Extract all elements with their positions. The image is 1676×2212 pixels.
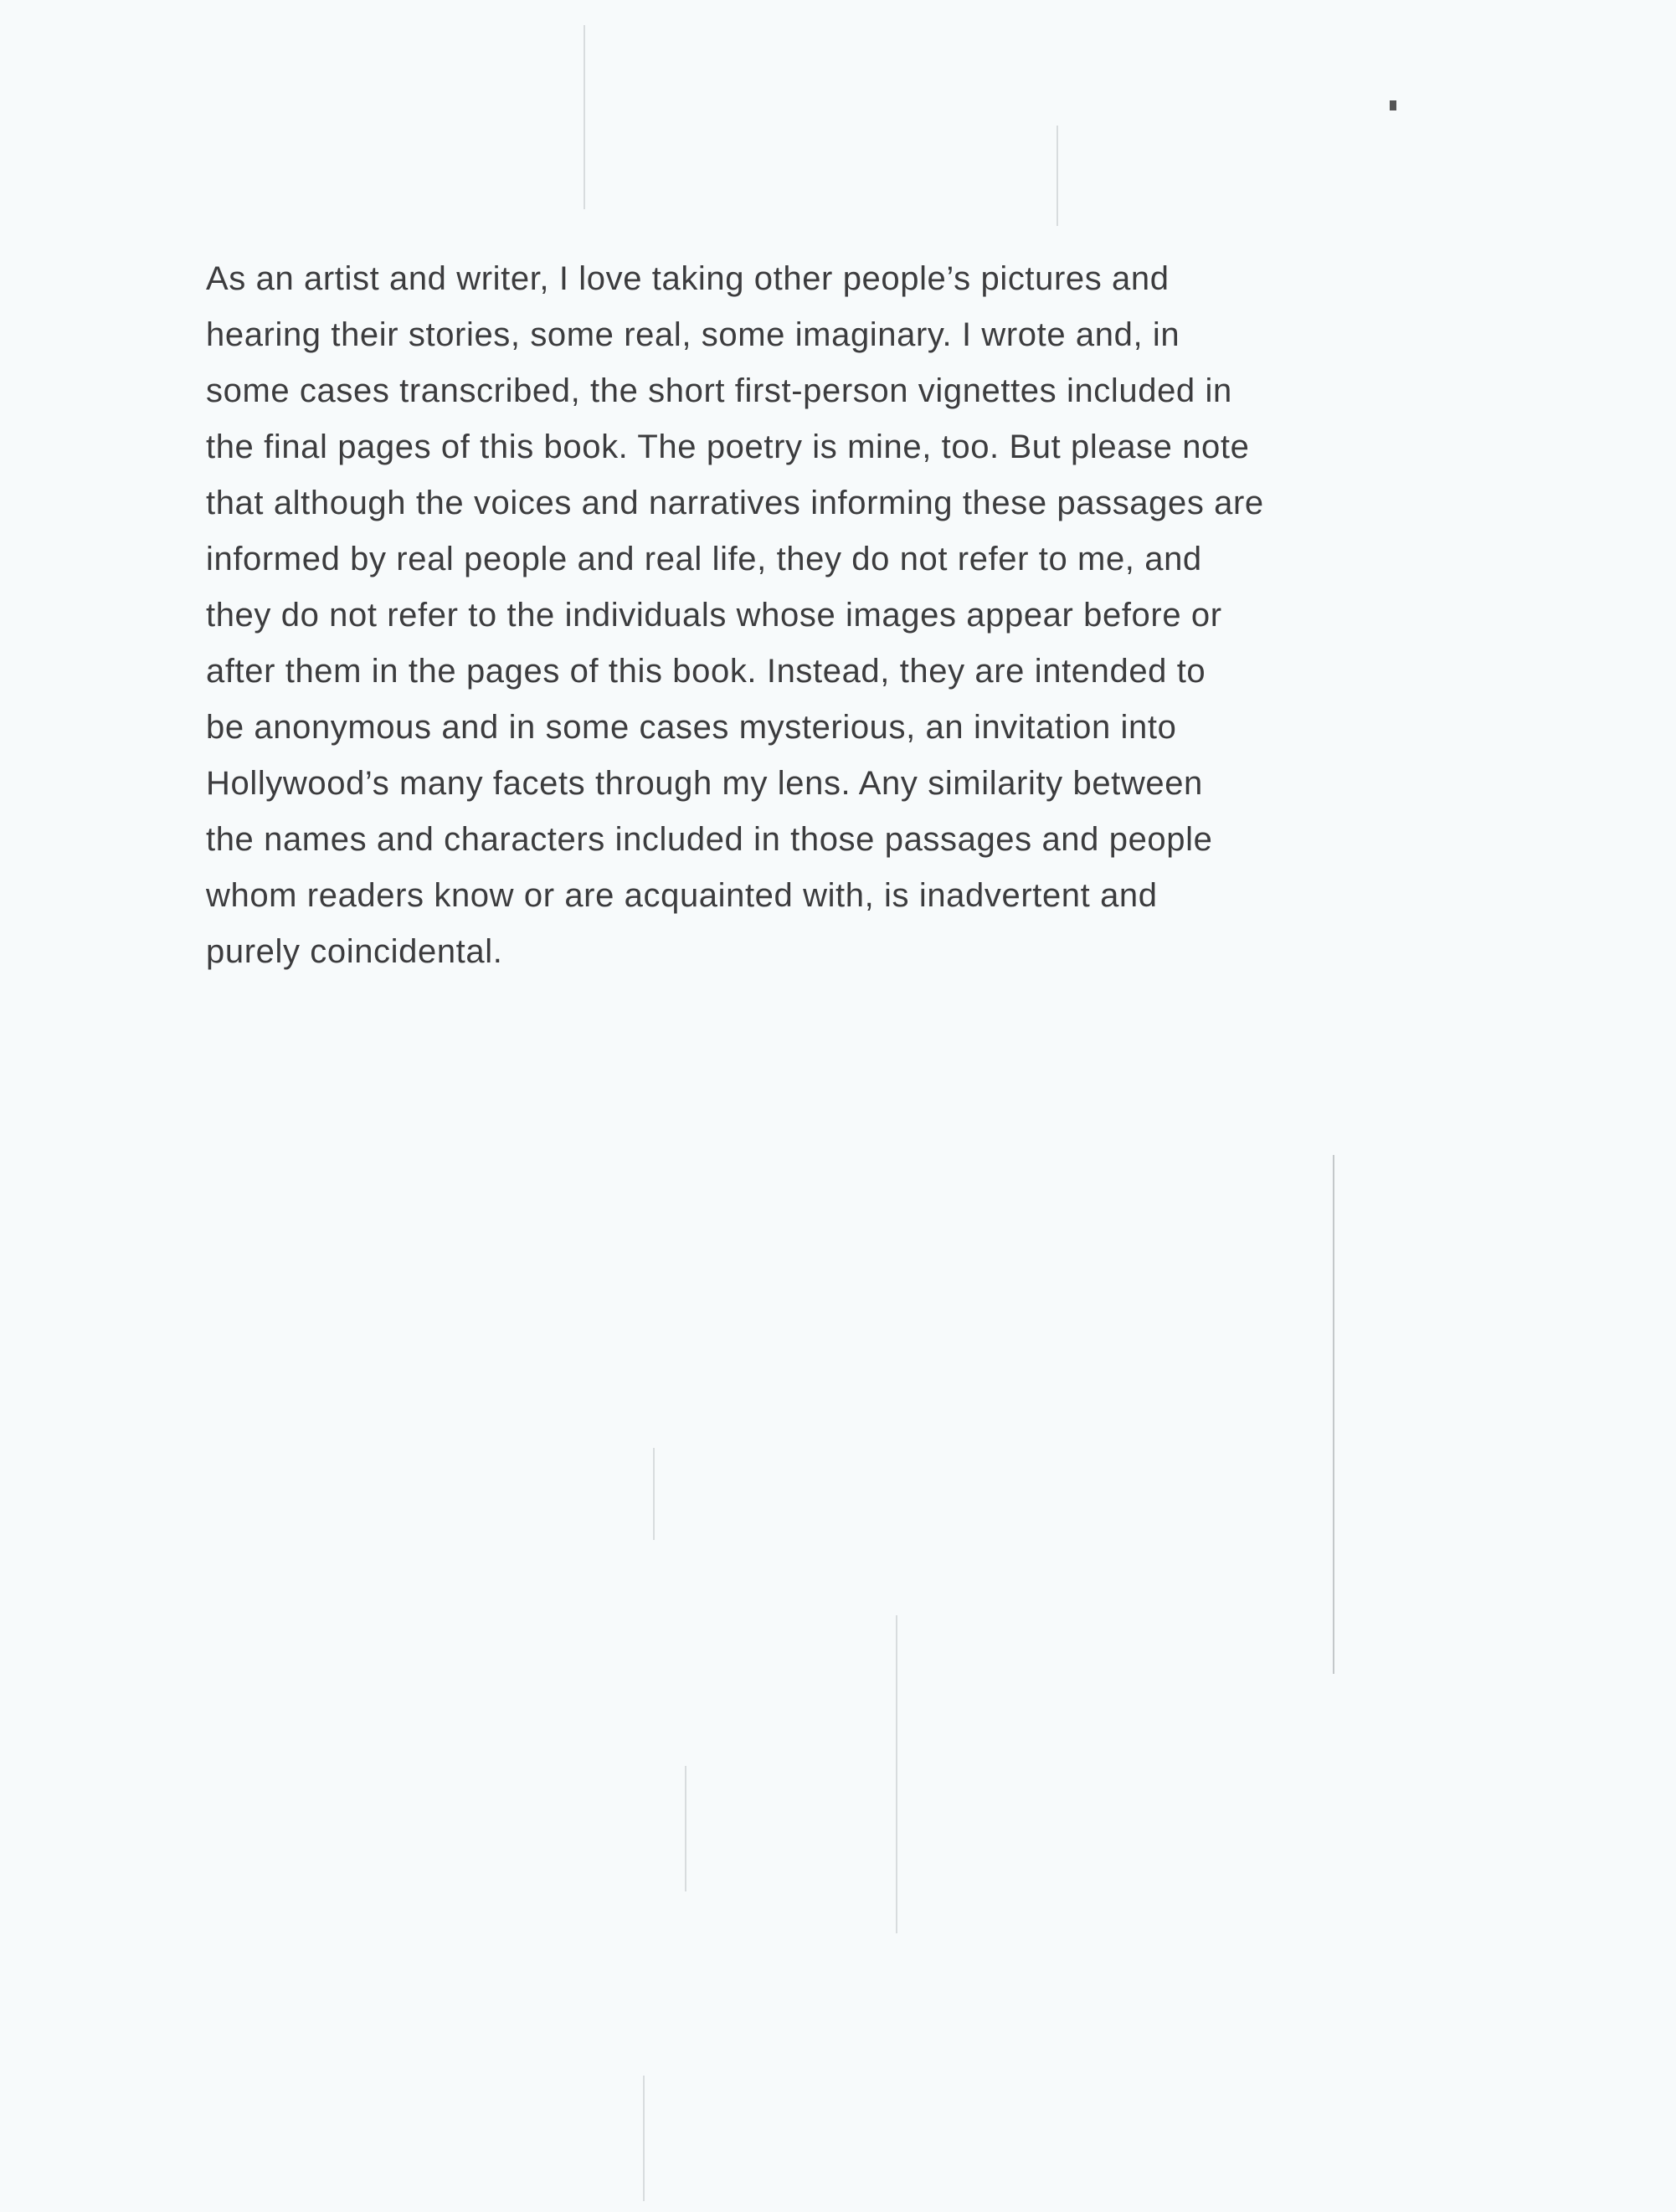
- scan-artifact: [653, 1448, 655, 1540]
- scan-artifact: [685, 1766, 686, 1891]
- text-line: purely coincidental.: [206, 933, 503, 970]
- disclaimer-paragraph: [206, 251, 1264, 980]
- text-line: hearing their stories, some real, some imaginary. I wrote and, in: [206, 316, 1180, 353]
- scan-artifact: [643, 2076, 645, 2201]
- text-line: Hollywood’s many facets through my lens. Any similarity between: [206, 765, 1203, 802]
- text-line: after them in the pages of this book. Instead, they are intended to: [206, 653, 1206, 690]
- scan-artifact: [1056, 126, 1058, 226]
- text-line: the final pages of this book. The poetry is mine, too. But please note: [206, 429, 1250, 465]
- text-line: that although the voices and narratives informing these passages are: [206, 485, 1264, 521]
- text-line: the names and characters included in those passages and people: [206, 821, 1213, 858]
- text-line: informed by real people and real life, they do not refer to me, and: [206, 541, 1202, 577]
- text-line: they do not refer to the individuals whose images appear before or: [206, 597, 1222, 634]
- scan-artifact: [1333, 1155, 1334, 1674]
- text-line: be anonymous and in some cases mysterious, an invitation into: [206, 709, 1177, 746]
- text-line: whom readers know or are acquainted with, is inadvertent and: [206, 877, 1158, 914]
- scan-artifact: [896, 1615, 897, 1933]
- scan-artifact: [1390, 100, 1396, 110]
- scan-artifact: [584, 25, 585, 209]
- text-line: some cases transcribed, the short first-person vignettes included in: [206, 372, 1232, 409]
- text-line: As an artist and writer, I love taking other people’s pictures and: [206, 260, 1170, 297]
